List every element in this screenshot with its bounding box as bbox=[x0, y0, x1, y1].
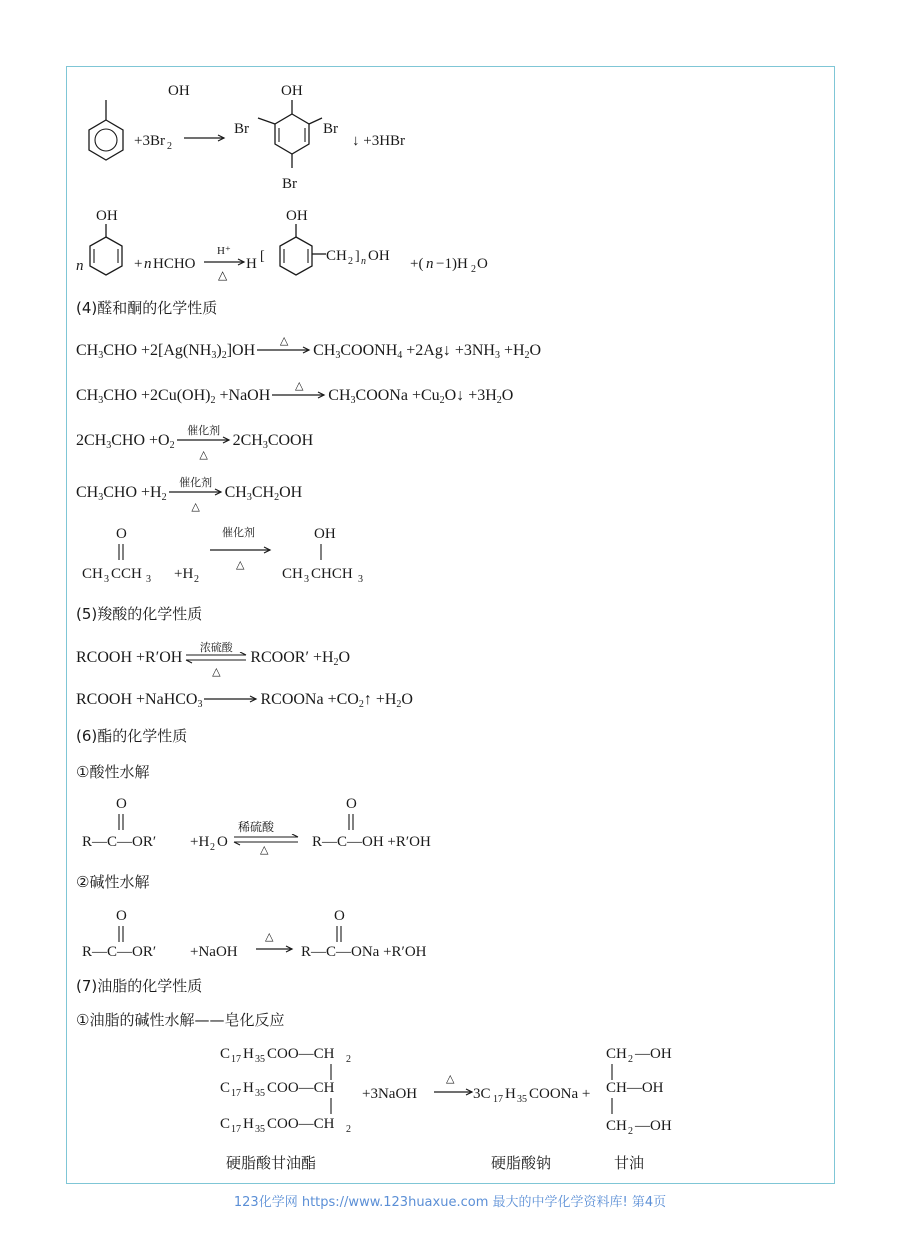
section-fat: (7)油脂的化学性质 bbox=[76, 977, 203, 995]
svg-text:CH: CH bbox=[282, 566, 303, 582]
svg-text:C: C bbox=[220, 1116, 231, 1132]
svg-text:2: 2 bbox=[471, 264, 476, 275]
svg-text:HCHO: HCHO bbox=[153, 256, 196, 272]
svg-text:C: C bbox=[220, 1046, 231, 1062]
svg-text:+(: +( bbox=[410, 256, 424, 272]
svg-text:3: 3 bbox=[146, 574, 151, 584]
svg-text:+H: +H bbox=[190, 834, 210, 850]
svg-text:OH: OH bbox=[168, 83, 190, 99]
svg-text:n: n bbox=[144, 256, 152, 272]
svg-text:R—C—OR′: R—C—OR′ bbox=[82, 944, 157, 960]
svg-text:2: 2 bbox=[167, 141, 172, 152]
svg-text:CHCH: CHCH bbox=[311, 566, 353, 582]
equation-silver-mirror: $CH_3CHO +2[Ag(NH_3)_2]OH$ △ $CH_3COONH_4$ +2Ag↓ $+3NH_3 +H_2O$ bbox=[76, 334, 542, 361]
svg-text:35: 35 bbox=[255, 1054, 265, 1065]
svg-text:H: H bbox=[243, 1080, 254, 1096]
page-footer: 123化学网 https://www.123huaxue.com 最大的中学化学资料库! 第4页 bbox=[233, 1195, 667, 1210]
svg-text:]: ] bbox=[355, 249, 360, 264]
svg-text:3: 3 bbox=[104, 574, 109, 584]
label-stearin: 硬脂酸甘油酯 bbox=[226, 1154, 317, 1172]
label-sodium-stearate: 硬脂酸钠 bbox=[491, 1154, 552, 1172]
svg-text:O: O bbox=[116, 526, 127, 542]
svg-text:OH: OH bbox=[286, 208, 308, 224]
svg-text:2: 2 bbox=[346, 1054, 351, 1065]
heat-label: △ bbox=[446, 1072, 455, 1085]
svg-text:R—C—OH +R′OH: R—C—OH +R′OH bbox=[312, 834, 431, 850]
svg-text:n: n bbox=[426, 256, 434, 272]
svg-text:Br: Br bbox=[234, 121, 249, 137]
section-saponification: ①油脂的碱性水解——皂化反应 bbox=[76, 1011, 285, 1029]
phenol-bromination-structure bbox=[76, 80, 536, 195]
section-acid-hydrolysis: ①酸性水解 bbox=[76, 763, 150, 781]
svg-text:2: 2 bbox=[628, 1126, 633, 1137]
equation-aldehyde-reduction: $CH_3CHO +H_2$ 催化剂 △ $CH_3CH_2OH$ bbox=[76, 476, 303, 514]
dilute-sulfuric-label: 稀硫酸 bbox=[238, 820, 275, 834]
section-ester: (6)酯的化学性质 bbox=[76, 727, 188, 745]
svg-text:H: H bbox=[246, 256, 257, 272]
section-base-hydrolysis: ②碱性水解 bbox=[76, 873, 150, 891]
svg-text:O: O bbox=[116, 908, 127, 924]
svg-text:H: H bbox=[505, 1086, 516, 1102]
svg-text:n: n bbox=[361, 256, 366, 267]
svg-text:CH—OH: CH—OH bbox=[606, 1080, 664, 1096]
svg-text:R—C—OR′: R—C—OR′ bbox=[82, 834, 157, 850]
svg-text:CH: CH bbox=[82, 566, 103, 582]
svg-text:Br: Br bbox=[323, 121, 338, 137]
svg-text:3: 3 bbox=[358, 574, 363, 584]
svg-text:2: 2 bbox=[346, 1124, 351, 1135]
svg-text:COO—CH: COO—CH bbox=[267, 1080, 335, 1096]
catalyst-label: 催化剂 bbox=[222, 526, 255, 539]
svg-text:n: n bbox=[76, 258, 84, 274]
svg-text:17: 17 bbox=[493, 1094, 503, 1105]
equation-acid-bicarbonate: RCOOH +NaHCO$_3$ RCOONa $+CO_2↑ +H_2O$ bbox=[76, 691, 413, 710]
svg-text:+: + bbox=[134, 256, 143, 272]
svg-text:OH: OH bbox=[368, 248, 390, 264]
svg-text:O: O bbox=[334, 908, 345, 924]
equation-esterification: RCOOH +R′OH 浓硫酸 △ RCOOR′ $+H_2O$ bbox=[76, 641, 351, 679]
section-carboxylic-acid: (5)羧酸的化学性质 bbox=[76, 605, 203, 623]
svg-text:O: O bbox=[116, 796, 127, 812]
svg-text:H⁺: H⁺ bbox=[217, 245, 231, 257]
svg-text:OH: OH bbox=[314, 526, 336, 542]
svg-text:OH: OH bbox=[96, 208, 118, 224]
svg-text:2: 2 bbox=[194, 574, 199, 584]
svg-text:CH: CH bbox=[326, 248, 347, 264]
svg-text:H: H bbox=[243, 1046, 254, 1062]
svg-text:COONa +: COONa + bbox=[529, 1086, 591, 1102]
svg-text:35: 35 bbox=[255, 1088, 265, 1099]
svg-text:[: [ bbox=[260, 249, 265, 264]
svg-text:R—C—ONa +R′OH: R—C—ONa +R′OH bbox=[301, 944, 427, 960]
label-glycerol: 甘油 bbox=[614, 1154, 645, 1172]
svg-text:−1)H: −1)H bbox=[436, 256, 468, 272]
svg-text:35: 35 bbox=[517, 1094, 527, 1105]
svg-text:+H: +H bbox=[174, 566, 194, 582]
svg-text:+3NaOH: +3NaOH bbox=[362, 1086, 418, 1102]
svg-text:+3Br: +3Br bbox=[134, 133, 165, 149]
svg-text:△: △ bbox=[218, 268, 228, 282]
svg-text:2: 2 bbox=[210, 842, 215, 853]
svg-text:COO—CH: COO—CH bbox=[267, 1116, 335, 1132]
svg-text:O: O bbox=[477, 256, 488, 272]
equation-oxidation: $2CH_3CHO +O_2$ 催化剂 △ $2CH_3COOH$ bbox=[76, 424, 314, 462]
svg-text:C: C bbox=[220, 1080, 231, 1096]
svg-text:CCH: CCH bbox=[111, 566, 142, 582]
svg-text:OH: OH bbox=[281, 83, 303, 99]
svg-text:H: H bbox=[243, 1116, 254, 1132]
svg-text:2: 2 bbox=[348, 256, 353, 267]
svg-text:17: 17 bbox=[231, 1088, 241, 1099]
svg-text:O: O bbox=[346, 796, 357, 812]
svg-text:17: 17 bbox=[231, 1054, 241, 1065]
heat-label: △ bbox=[236, 558, 245, 571]
svg-text:COO—CH: COO—CH bbox=[267, 1046, 335, 1062]
svg-text:CH: CH bbox=[606, 1046, 627, 1062]
svg-text:3: 3 bbox=[304, 574, 309, 584]
svg-text:+NaOH: +NaOH bbox=[190, 944, 238, 960]
svg-text:—OH: —OH bbox=[635, 1118, 672, 1134]
equation-fehling: $CH_3CHO +2Cu(OH)_2$ +NaOH △ $CH_3COONa$ $+Cu_2O↓ +3H_2O$ bbox=[76, 379, 514, 406]
heat-label: △ bbox=[265, 930, 274, 943]
phenol-formaldehyde-structure bbox=[76, 204, 536, 284]
svg-text:—OH: —OH bbox=[635, 1046, 672, 1062]
svg-text:Br: Br bbox=[282, 176, 297, 192]
svg-text:17: 17 bbox=[231, 1124, 241, 1135]
svg-text:CH: CH bbox=[606, 1118, 627, 1134]
svg-text:↓ +3HBr: ↓ +3HBr bbox=[352, 133, 406, 149]
heat-label: △ bbox=[260, 843, 269, 856]
svg-text:O: O bbox=[217, 834, 228, 850]
svg-text:3C: 3C bbox=[473, 1086, 491, 1102]
svg-text:35: 35 bbox=[255, 1124, 265, 1135]
section-aldehyde-ketone: (4)醛和酮的化学性质 bbox=[76, 299, 218, 317]
svg-text:2: 2 bbox=[628, 1054, 633, 1065]
